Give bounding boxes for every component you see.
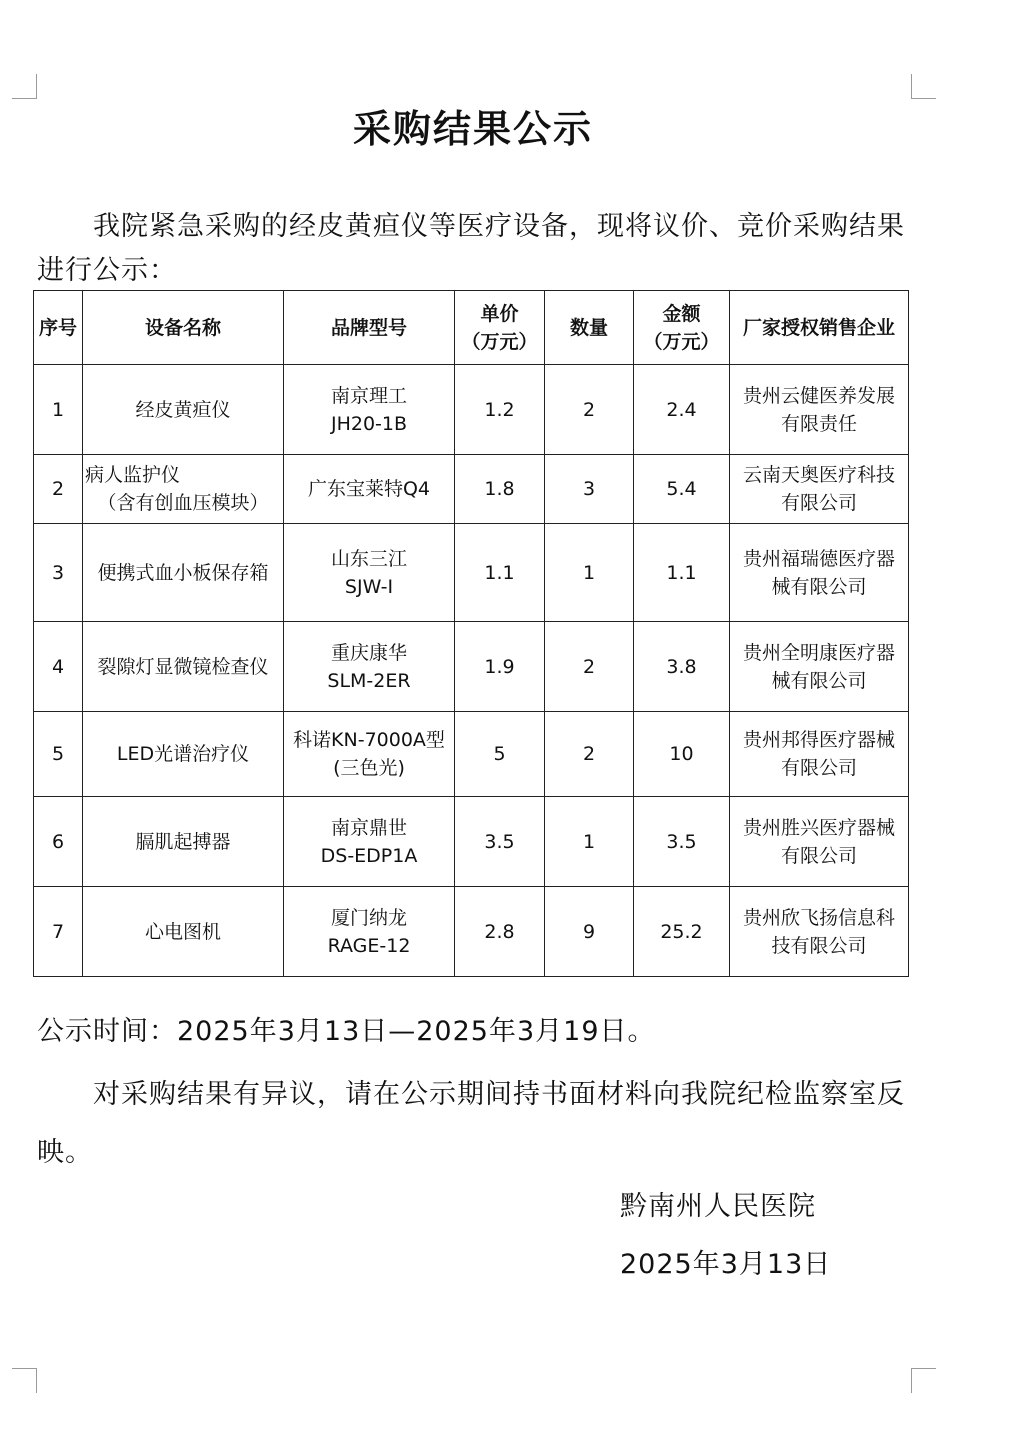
cell-device-name-line1: 便携式血小板保存箱: [97, 561, 269, 584]
table-row: [34, 524, 909, 622]
cell-device-name-line1: 裂隙灯显微镜检查仪: [97, 655, 269, 678]
signature-block: [620, 1178, 831, 1294]
cell-vendor-line2: 有限公司: [780, 757, 857, 779]
cell-brand-model-line2: JH20-1B: [330, 412, 408, 435]
cell-unit-price: 2.8: [455, 887, 545, 977]
cell-quantity: 1: [545, 797, 634, 887]
table-row: [34, 365, 909, 455]
cell-brand-model: [284, 622, 455, 712]
cell-brand-model-line1: 山东三江: [330, 547, 407, 570]
header-amount: [634, 291, 730, 365]
publication-period: 公示时间：2025年3月13日—2025年3月19日。: [37, 1016, 656, 1047]
header-brand-model: 品牌型号: [284, 291, 455, 365]
table-row: [34, 797, 909, 887]
table-row: [34, 622, 909, 712]
cell-vendor-line2: 有限责任: [780, 412, 857, 435]
cell-brand-model-line1: 厦门纳龙: [330, 906, 407, 929]
intro-paragraph: 我院紧急采购的经皮黄疸仪等医疗设备，现将议价、竞价采购结果进行公示：: [37, 211, 905, 286]
cell-device-name-line1: LED光谱治疗仪: [116, 743, 250, 765]
signature-organization: 黔南州人民医院: [620, 1191, 816, 1222]
signature-date: 2025年3月13日: [620, 1249, 832, 1280]
cell-quantity: 2: [545, 712, 634, 797]
cell-unit-price: 1.8: [455, 455, 545, 524]
header-unit-price-line2: （万元）: [461, 330, 538, 353]
cell-vendor: [730, 455, 909, 524]
cell-vendor-line2: 有限公司: [780, 844, 857, 867]
cell-vendor-line2: 有限公司: [780, 492, 857, 514]
cell-quantity: 2: [545, 622, 634, 712]
cell-vendor-line1: 贵州福瑞德医疗器: [742, 547, 895, 570]
cell-unit-price: 5: [455, 712, 545, 797]
cell-brand-model: [284, 797, 455, 887]
cell-unit-price: 1.1: [455, 524, 545, 622]
cell-seq: 4: [34, 622, 83, 712]
cell-brand-model-line1: 重庆康华: [330, 641, 407, 664]
page-corner-mark-bottom-right: [911, 1368, 936, 1393]
cell-device-name: [83, 622, 284, 712]
cell-vendor: [730, 622, 909, 712]
cell-brand-model-line2: RAGE-12: [327, 934, 411, 957]
cell-vendor-line1: 贵州云健医养发展: [742, 384, 895, 407]
header-unit-price: [455, 291, 545, 365]
page-corner-mark-bottom-left: [12, 1368, 37, 1393]
cell-device-name-line2: （含有创血压模块）: [97, 492, 269, 514]
cell-device-name-line1: 膈肌起搏器: [135, 830, 231, 853]
cell-vendor: [730, 365, 909, 455]
cell-brand-model-line1: 科诺KN-7000A型: [293, 729, 445, 751]
cell-brand-model-line2: SLM-2ER: [327, 669, 411, 692]
cell-vendor-line1: 贵州全明康医疗器: [742, 641, 895, 664]
document-title: 采购结果公示: [352, 107, 593, 151]
cell-device-name: [83, 524, 284, 622]
cell-quantity: 1: [545, 524, 634, 622]
cell-seq: 1: [34, 365, 83, 455]
cell-amount: 3.5: [634, 797, 730, 887]
cell-vendor-line1: 贵州邦得医疗器械: [742, 729, 895, 751]
cell-device-name: [83, 365, 284, 455]
cell-device-name: [83, 887, 284, 977]
cell-device-name: [83, 455, 284, 524]
cell-seq: 5: [34, 712, 83, 797]
cell-vendor: [730, 797, 909, 887]
procurement-results-table: [33, 290, 909, 977]
cell-vendor-line1: 云南天奥医疗科技: [742, 464, 895, 486]
cell-brand-model-line2: DS-EDP1A: [320, 844, 418, 867]
cell-vendor: [730, 887, 909, 977]
cell-amount: 25.2: [634, 887, 730, 977]
cell-seq: 3: [34, 524, 83, 622]
cell-device-name: [83, 797, 284, 887]
table-row: [34, 712, 909, 797]
cell-device-name-line1: 病人监护仪: [85, 464, 181, 486]
cell-vendor: [730, 524, 909, 622]
cell-vendor-line2: 械有限公司: [771, 575, 867, 598]
cell-amount: 1.1: [634, 524, 730, 622]
cell-quantity: 3: [545, 455, 634, 524]
header-device-name: 设备名称: [83, 291, 284, 365]
cell-device-name-line1: 经皮黄疸仪: [135, 398, 231, 421]
cell-amount: 10: [634, 712, 730, 797]
cell-brand-model-line2: (三色光): [333, 757, 405, 779]
table-row: [34, 887, 909, 977]
cell-brand-model: [284, 887, 455, 977]
header-unit-price-line1: 单价: [480, 302, 519, 325]
cell-vendor-line2: 技有限公司: [771, 934, 867, 957]
cell-vendor-line1: 贵州欣飞扬信息科: [742, 906, 895, 929]
page-corner-mark-top-left: [12, 74, 37, 99]
cell-amount: 2.4: [634, 365, 730, 455]
cell-brand-model-line2: SJW-I: [344, 575, 394, 598]
cell-vendor-line1: 贵州胜兴医疗器械: [742, 816, 895, 839]
header-vendor: 厂家授权销售企业: [730, 291, 909, 365]
cell-device-name: [83, 712, 284, 797]
cell-brand-model-line1: 南京理工: [330, 384, 407, 407]
header-seq: 序号: [34, 291, 83, 365]
header-amount-line2: （万元）: [643, 330, 720, 353]
cell-quantity: 9: [545, 887, 634, 977]
cell-seq: 2: [34, 455, 83, 524]
table-header-row: [34, 291, 909, 365]
cell-unit-price: 1.9: [455, 622, 545, 712]
cell-unit-price: 3.5: [455, 797, 545, 887]
header-amount-line1: 金额: [662, 302, 701, 325]
cell-brand-model: [284, 712, 455, 797]
cell-amount: 5.4: [634, 455, 730, 524]
cell-device-name-line1: 心电图机: [144, 920, 221, 943]
cell-seq: 6: [34, 797, 83, 887]
cell-quantity: 2: [545, 365, 634, 455]
cell-brand-model: [284, 365, 455, 455]
cell-vendor: [730, 712, 909, 797]
cell-brand-model-line1: 广东宝莱特Q4: [307, 478, 431, 500]
cell-brand-model: [284, 524, 455, 622]
cell-brand-model-line1: 南京鼎世: [330, 816, 407, 839]
cell-brand-model: [284, 455, 455, 524]
cell-vendor-line2: 械有限公司: [771, 669, 867, 692]
header-quantity: 数量: [545, 291, 634, 365]
objection-notice: 对采购结果有异议，请在公示期间持书面材料向我院纪检监察室反映。: [37, 1079, 905, 1168]
cell-amount: 3.8: [634, 622, 730, 712]
cell-seq: 7: [34, 887, 83, 977]
cell-unit-price: 1.2: [455, 365, 545, 455]
table-row: [34, 455, 909, 524]
page-corner-mark-top-right: [911, 74, 936, 99]
